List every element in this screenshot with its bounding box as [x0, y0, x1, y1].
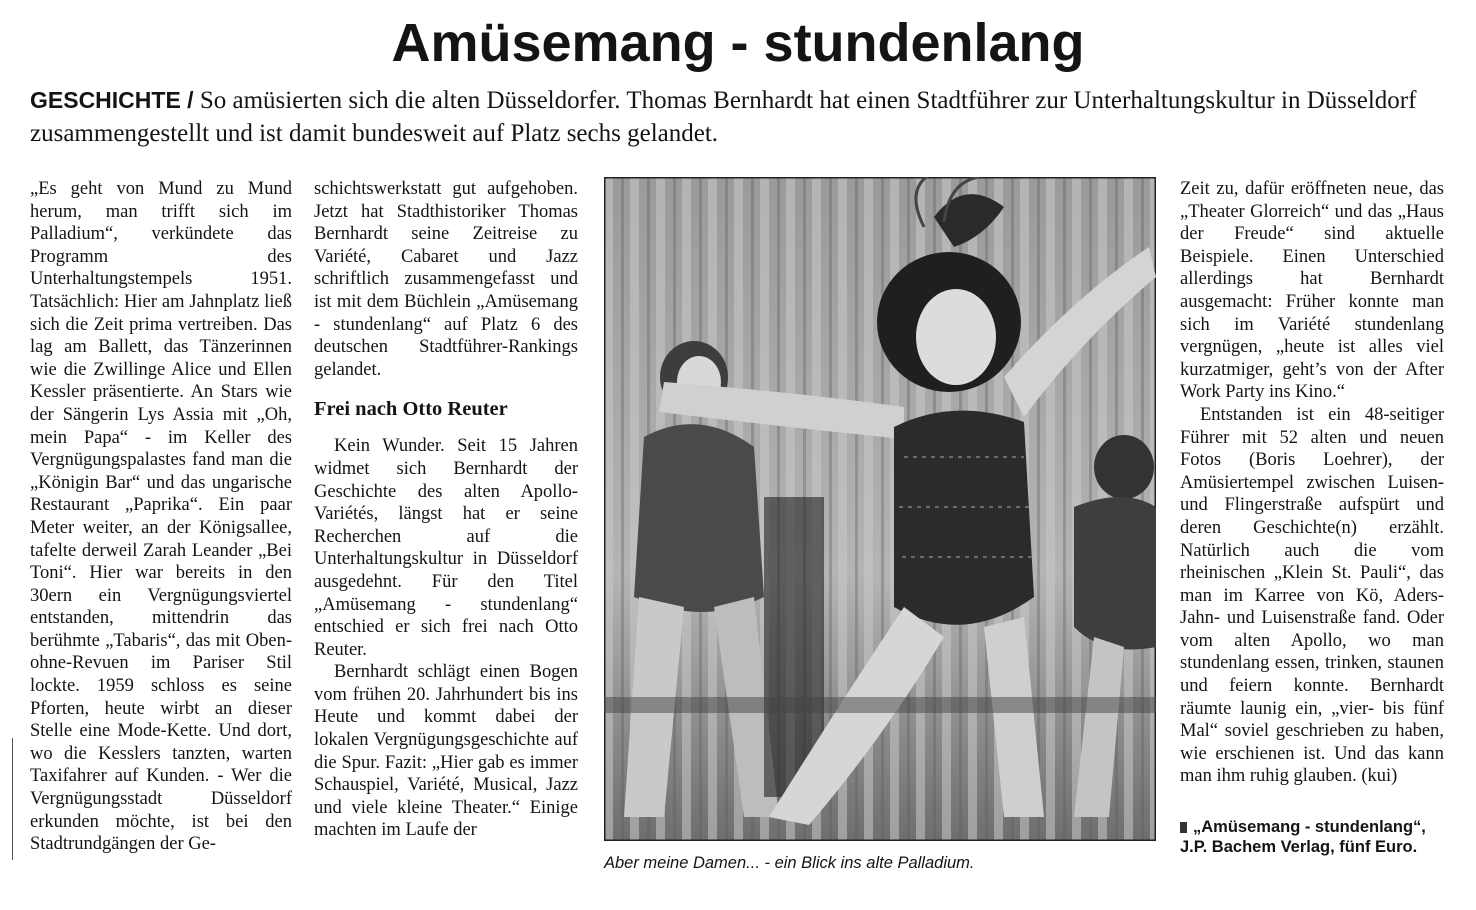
- intro-text: So amüsierten sich die alten Düsseldorfer. Thomas Bernhardt hat einen Stadtführer zur Unterhaltungskultur in Düsseldorf zusammengestellt und ist damit bundesweit auf Platz sechs gelandet.: [30, 87, 1417, 147]
- column-4: [1180, 178, 1444, 788]
- bullet-icon: [1180, 822, 1187, 833]
- col1-paragraph: „Es geht von Mund zu Mund herum, man trifft sich im Palladium“, verkündete das Programm des Unterhaltungstempels 1951. Tatsächlich: Hier am Jahnplatz ließ sich die Zeit prima vertreiben. Das lag am Ballett, das Tänzerinnen wie die Zwillinge Alice und Ellen Kessler präsentierte. An Stars wie der Sängerin Lys Assia mit „Oh, mein Papa“ - im Keller des Vergnügungspalastes fand man die „Königin Bar“ und das ungarische Restaurant „Paprika“. Ein paar Meter weiter, an der Königsallee, tafelte derweil Zarah Leander „Bei Toni“. Hier war bereits in den 30ern ein Vergnügungsviertel entstanden, mittendrin das berühmte „Tabaris“, das mit Oben-ohne-Revuen im Pariser Stil lockte. 1959 schloss es seine Pforten, heute wirbt an dieser Stelle eine Mode-Kette. Und dort, wo die Kesslers tanzten, warten Taxifahrer auf Kunden. - Wer die Vergnügungsstadt Düsseldorf erkunden möchte, ist bei den Stadtrundgängen der Ge-: [30, 179, 292, 855]
- book-credit: [1180, 817, 1450, 857]
- photo-caption: Aber meine Damen... - ein Blick ins alte Palladium.: [604, 854, 975, 872]
- photo-illustration: [604, 177, 1156, 841]
- col2-paragraph-2: Kein Wunder. Seit 15 Jahren widmet sich Bernhardt der Geschichte des alten Apollo-Variétés, längst hat er seine Recherchen auf die Unterhaltungskultur in Düsseldorf ausgedehnt. Für den Titel „Amüsemang - stundenlang“ entschied er sich frei nach Otto Reuter.: [314, 436, 578, 660]
- intro-kicker: GESCHICHTE /: [30, 87, 194, 113]
- intro: [30, 84, 1450, 150]
- subheading: Frei nach Otto Reuter: [314, 398, 508, 421]
- column-2: [314, 178, 578, 842]
- col2-paragraph-1: schichtswerkstatt gut aufgehoben. Jetzt hat Stadthistoriker Thomas Bernhardt seine Zeitreise zu Variété, Cabaret und Jazz schriftlich zusammengefasst und ist mit dem Büchlein „Amüsemang - stundenlang“ auf Platz 6 des deutschen Stadtführer-Rankings gelandet.: [314, 179, 578, 380]
- col4-paragraph-2: Entstanden ist ein 48-seitiger Führer mit 52 alten und neuen Fotos (Boris Loehrer), der Amüsiertempel zwischen Luisen- und Flingerstraße aufspürt und deren Geschichte(n) erzählt. Natürlich auch die vom rheinischen „Klein St. Pauli“, das man im Karree von Kö, Aders- Jahn- und Luisenstraße fand. Oder vom alten Apollo, wo man stundenlang essen, trinken, staunen und feiern konnte. Bernhardt räumte launig ein, „vier- bis fünf Mal“ soviel geschrieben zu haben, wie erschienen ist. Und das kann man ihm ruhig glauben. (kui): [1180, 404, 1444, 787]
- col2-paragraph-3: Bernhardt schlägt einen Bogen vom frühen 20. Jahrhundert bis ins Heute und kommt dabei der lokalen Vergnügungsgeschichte auf die Spur. Fazit: „Hier gab es immer Schauspiel, Variété, Musical, Jazz und viele kleine Theater.“ Einige machten im Laufe der: [314, 662, 578, 841]
- margin-rule: [12, 738, 13, 860]
- column-1: [30, 178, 292, 856]
- headline: Amüsemang - stundenlang: [391, 13, 1085, 73]
- col4-paragraph-1: Zeit zu, dafür eröffneten neue, das „Theater Glorreich“ und das „Haus der Freude“ sind aktuelle Beispiele. Einen Unterschied allerdings hat Bernhardt ausgemacht: Früher konnte man sich im Variété stundenlang vergnügen, „heute ist alles viel kurzatmiger, geht’s von der After Work Party ins Kino.“: [1180, 179, 1444, 403]
- photo-dancers: [604, 177, 1156, 841]
- credit-text: „Amüsemang - stundenlang“, J.P. Bachem Verlag, fünf Euro.: [1180, 818, 1426, 856]
